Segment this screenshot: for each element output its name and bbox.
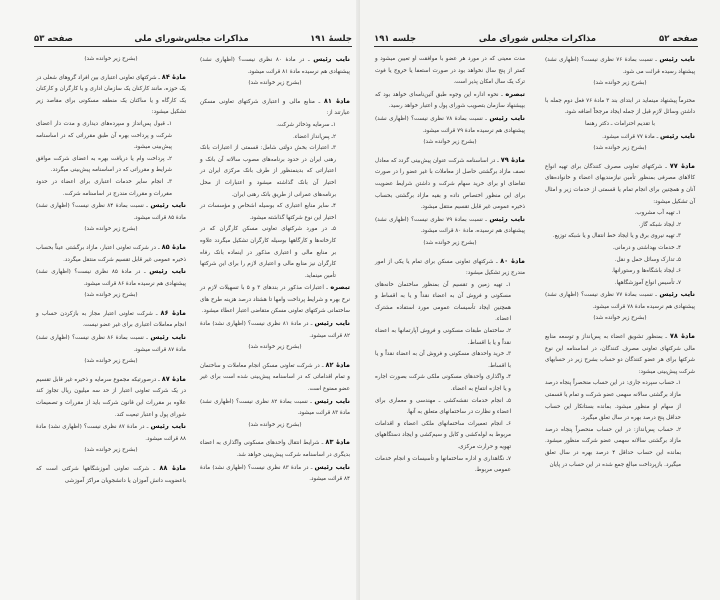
paragraph-text: ۳ـ خرید واحدهای مسکونی و فروش آن به اعضاء نقداً و یا با اقساط.	[375, 351, 511, 369]
article-paragraph	[36, 308, 186, 332]
paragraph-text: ۷ـ تأسیس انواع آموزشگاهها.	[614, 279, 681, 286]
speaker-paragraph	[200, 462, 350, 486]
article-paragraph	[36, 72, 186, 119]
bold-lead: نایب رئیس	[660, 131, 695, 140]
paragraph-text: ـ در مادهٔ ۸۰ نظری نیست؟ (اظهاری نشد) پیشنهادی هم نرسیده مادهٔ ۸۱ قرائت میشود.	[200, 57, 350, 75]
paragraph-text: ـ در مادهٔ ۸۵ نظری نیست؟ (اظهاری نشد) پیشنهادی هم نرسیده مادهٔ ۸۶ قرائت میشود.	[36, 269, 186, 287]
paragraph-text: ـ شرکت تعاونی اعتبار مجاز به بازکردن حساب و انجام معاملات اعتباری برای غیر عضو نیست.	[36, 310, 186, 329]
paragraph-text: (بشرح زیر خوانده شد)	[423, 139, 477, 146]
paragraph-text: محترماً پیشنهاد مینماید در ابتدای بند ۳ مادهٔ ۷۶ فعل دوم جمله با داشتن وسائل لازم قبل از جمله ایجاد مرجحاً اضافه شود.	[545, 97, 696, 116]
paragraph-text: ۴ـ واگذاری واحدهای مسکونی ملکی شرکت بصورت اجاره و یا اجازه انتفاع به اعضاء.	[375, 374, 511, 393]
paragraph-text: ۵ـ در مورد شرکتهای تعاونی مسکن کارگران که در کارخانه‌ها و کارگاهها بوسیله کارگران تشکیل میگردد علاوه بر منابع مالی و اعتباری مذکور در اینماده بانک رفاه کارگران نیز منابع مالی و اعتباری لازم را برای این شرکتها تأمین مینماید.	[200, 226, 336, 279]
list-item	[36, 177, 186, 200]
list-item	[375, 372, 525, 395]
left-page-column-right	[200, 54, 350, 486]
paragraph-text: (بشرح زیر خوانده شد)	[423, 239, 477, 246]
speaker-paragraph	[36, 266, 186, 290]
running-title: مذاکرات مجلس شورای ملی	[478, 34, 597, 44]
speaker-paragraph	[375, 214, 525, 238]
paragraph-text: ـ شرکتهای تعاونی اعتباری بین افراد گروهای شغلی در یک حوزه، مانند کارکنان یک سازمان اداری و یا کارگران و کارکنان یک کارگاه و یا ساکنان یک منطقه مسکونی برای مقاصد زیر تشکیل میشود:	[36, 74, 186, 116]
paragraph-text: (بشرح زیر خوانده شد)	[248, 344, 302, 351]
article-paragraph	[200, 282, 350, 318]
bold-lead: مادهٔ ۸۸	[159, 464, 186, 472]
speaker-paragraph	[545, 54, 695, 78]
list-item	[200, 132, 350, 144]
list-item	[36, 154, 186, 177]
reading-note	[545, 78, 695, 90]
paragraph-text: ۲ـ پس‌انداز اعضاء.	[292, 133, 336, 140]
speaker-paragraph	[200, 54, 350, 78]
reading-note	[375, 137, 525, 149]
session-number: جلسهٔ ۱۹۱	[310, 34, 352, 44]
running-title: مذاکرات مجلس‌شورای ملی	[134, 34, 249, 44]
bold-lead: مادهٔ ۷۷	[669, 161, 695, 170]
body-paragraph	[545, 96, 695, 119]
paragraph-text: (بشرح زیر خوانده شد)	[248, 421, 302, 428]
bold-lead: نایب رئیس	[150, 201, 186, 210]
paragraph-text: ۲ـ ایجاد شبکه گاز.	[638, 221, 681, 228]
list-item	[375, 280, 525, 326]
article-paragraph	[375, 155, 525, 214]
paragraph-text: ـ نسبت بمادهٔ ۷۷ نظری نیست؟ (اظهاری نشد) پیشنهادی هم نرسیده مادهٔ ۷۸ قرائت میشود.	[545, 292, 695, 310]
reading-note	[375, 238, 525, 250]
paragraph-text: ـ شرایط انتقال واحدهای مسکونی واگذاری به اعضاء بدیگری در اساسنامه شرکت پیش‌بینی خواهد شد.	[200, 440, 350, 458]
paragraph-text: ۷ـ نگاهداری و اداره ساختمانها و تأسیسات و انجام خدمات عمومی مربوط.	[375, 455, 511, 474]
speaker-paragraph	[36, 200, 186, 224]
paragraph-text: ـ در شرکت تعاونی اعتبار، مازاد برگشتی عیناً بحساب ذخیره عمومی غیر قابل تقسیم شرکت منتقل میگردد.	[36, 244, 186, 263]
paragraph-text: ـ در مادهٔ ۸۱ نظری نیست؟ (اظهاری نشد) مادهٔ ۸۲ قرائت میشود.	[200, 321, 350, 339]
article-paragraph	[375, 256, 525, 280]
paragraph-text: ـ بمنظور تشویق اعضاء به پس‌انداز و توسعه منابع مالی شرکتهای تعاونی مصرف کنندگان، در اساسنامه این نوع شرکتها برای هر عضو کنندگان دو حساب بشرح زیر در حسابهای شرکت پیش‌بینی میشود:	[545, 334, 695, 375]
paragraph-text: ۱ـ قبول پس‌انداز و سپرده‌های دیداری و مدت دار اعضای شرکت و پرداخت بهره آن طبق مقرراتی که در اساسنامه پیش‌بینی میشود.	[36, 120, 172, 151]
paragraph-text: ـ منابع مالی و اعتباری شرکتهای تعاونی مسکن عبارتند از:	[200, 98, 350, 117]
paragraph-text: ـ نسبت بمادهٔ ۸۲ نظری نیست؟ (اظهاری نشد) مادهٔ ۸۳ قرائت میشود.	[200, 398, 350, 417]
paragraph-text: ۱ـ سرمایه وذخائر شرکت.	[276, 121, 336, 128]
article-paragraph	[200, 360, 350, 396]
bold-lead: مادهٔ ۸۰	[500, 256, 526, 265]
bold-lead: نایب رئیس	[489, 214, 525, 223]
bold-lead: نایب رئیس	[314, 319, 350, 328]
paragraph-text: (بشرح زیر خوانده شد)	[593, 145, 647, 152]
article-paragraph	[36, 463, 186, 487]
paragraph-text: ـ مادهٔ ۷۷ قرائت میشود.	[602, 133, 660, 140]
bold-lead: نایب رئیس	[314, 462, 350, 471]
body-paragraph	[375, 54, 525, 89]
speaker-paragraph	[200, 318, 350, 342]
paragraph-text: ـ شرکتهای تعاونی مسکن برای تمام یا یکی از امور مندرج زیر تشکیل میشود:	[375, 258, 525, 277]
paragraph-text: (بشرح زیر خوانده شد)	[84, 358, 138, 365]
right-page-header	[374, 28, 698, 47]
paragraph-text: ـ نسبت بمادهٔ ۷۸ نظری نیست؟ (اظهاری نشد) پیشنهادی هم نرسیده مادهٔ ۷۹ قرائت میشود.	[375, 115, 525, 134]
paragraph-text: ـ نسبت بمادهٔ ۷۶ نظری نیست؟ (اظهاری نشد) پیشنهاد رسیده قرائت می شود.	[545, 57, 695, 75]
bold-lead: نایب رئیس	[489, 113, 525, 122]
paragraph-text: ۵ـ انجام خدمات نقشه‌کشی ـ مهندسی و معماری برای اعضاء و نظارت در ساختمانهای متعلق به آنها.	[375, 397, 511, 416]
bold-lead: مادهٔ ۷۹	[500, 155, 525, 164]
list-item	[545, 208, 695, 220]
speaker-paragraph	[375, 113, 525, 137]
reading-note	[545, 313, 695, 325]
bold-lead: نایب رئیس	[150, 422, 186, 431]
paragraph-text: ۱ـ تهیه آب مشروب.	[634, 210, 681, 217]
paragraph-text: (بشرح زیر خوانده شد)	[84, 56, 138, 62]
article-paragraph	[545, 331, 695, 378]
paragraph-text: ـ در شرکت تعاونی مسکن انجام معاملات و ساختمان و تمام اقداماتی که در اساسنامه پیش‌بینی شده است برای غیر عضو ممنوع است.	[200, 362, 350, 393]
paragraph-text: ـ نسبت بمادهٔ ۷۹ نظری نیست؟ (اظهاری نشد) پیشنهادی هم نرسیده، مادهٔ ۸۰ قرائت میشود.	[375, 216, 525, 235]
list-item	[545, 255, 695, 267]
bold-lead: نایب رئیس	[149, 267, 186, 276]
paragraph-text: (بشرح زیر خوانده شد)	[593, 315, 647, 322]
session-number: جلسه ۱۹۱	[374, 34, 416, 44]
paragraph-text: ـ در مادهٔ ۸۳ نظری نیست؟ (اظهاری نشد) مادهٔ ۸۴ قرائت میشود.	[200, 464, 350, 483]
article-paragraph	[36, 374, 186, 421]
list-item	[375, 349, 525, 372]
list-item	[375, 326, 525, 349]
reading-note	[36, 356, 186, 368]
list-item	[545, 231, 695, 243]
paragraph-text: ـ نسبت بمادهٔ ۸۶ نظری نیست؟ (اظهاری نشد) مادهٔ ۸۷ قرائت میشود.	[36, 335, 186, 353]
list-item	[200, 143, 350, 201]
bold-lead: مادهٔ ۸۵	[161, 242, 186, 251]
paragraph-text: ۲ـ ساختمان طبقات مسکونی و فروش آپارتمانها به اعضاء نقداً و یا با اقساط.	[375, 328, 511, 346]
reading-note	[200, 420, 350, 432]
article-paragraph	[200, 437, 350, 461]
paragraph-text: (بشرح زیر خوانده شد)	[84, 292, 138, 299]
bold-lead: تبصره	[330, 283, 350, 292]
reading-note	[36, 290, 186, 302]
reading-note	[36, 445, 186, 457]
list-item	[545, 378, 695, 424]
right-page-column-left	[375, 54, 525, 477]
article-paragraph	[200, 96, 350, 120]
article-paragraph	[545, 161, 695, 208]
list-item	[545, 243, 695, 255]
paragraph-text: ۶ـ ایجاد باشگاه‌ها و رستورانها.	[611, 268, 681, 275]
bold-lead: مادهٔ ۸۱	[323, 96, 350, 105]
paragraph-text: ـ شرکتهای تعاونی مصرف کنندگان برای تهیه انواع کالاهای مصرفی بمنظور تأمین نیازمندیهای اعضاء و خانواده‌های آنان و همچنین برای انجام تمام یا قسمتی از خدمات زیر و امثال آن تشکیل میشود:	[545, 163, 695, 205]
bold-lead: تبصره	[505, 89, 525, 98]
paragraph-text: ۲ـ پرداخت وام یا دریافت بهره به اعضای شرکت موافق شرایط و مقرراتی که در اساسنامه پیش‌بینی میگردد.	[36, 155, 172, 174]
bold-lead: مادهٔ ۸۲	[325, 360, 350, 369]
paragraph-text: با تقدیم احترامات ـ دکتر رهنما	[585, 120, 655, 127]
bold-lead: نایب رئیس	[659, 290, 695, 299]
paragraph-text: ۴ـ خدمات بهداشتی و درمانی.	[612, 244, 681, 251]
reading-note	[545, 143, 695, 155]
paragraph-text: ـ نسبت بمادهٔ ۸۴ نظری نیست؟ (اظهاری نشد) مادهٔ ۸۵ قرائت میشود.	[36, 203, 186, 221]
article-paragraph	[375, 89, 525, 113]
paragraph-text: (بشرح زیر خوانده شد)	[593, 80, 647, 87]
paragraph-text: ـ درصورتیکه مجموع سرمایه و ذخیره غیر قابل تقسیم در یک شرکت تعاونی اعتبار از حد سه میلیون ریال تجاوز کند علاوه بر مقررات این قانون شرکت باید از مقررات و تصمیمات شورای پول و اعتبار تبعیت کند.	[36, 376, 186, 418]
bold-lead: مادهٔ ۸۷	[161, 374, 186, 383]
paragraph-text: ـ در اساسنامه شرکت عنوان پیش‌بینی گردد که معادل نصف مازاد برگشتی حاصل از معاملات با غیر عضو را در صورت تقاضای او برای خرید سهام شرکت و داشتن شرایط عضویت برای این منظور اختصاص داده و بقیه مازاد برگشتی بحساب ذخیره عمومی غیر قابل تقسیم منتقل میشود.	[375, 157, 525, 211]
bold-lead: مادهٔ ۸۶	[160, 308, 186, 317]
article-paragraph	[36, 242, 186, 266]
speaker-paragraph	[200, 396, 350, 420]
list-item	[545, 220, 695, 232]
reading-note	[200, 342, 350, 354]
paragraph-text: ۳ـ تهیه نیروی برق و یا ایجاد خط انتقال و یا شبکه توزیع.	[552, 233, 681, 240]
bold-lead: مادهٔ ۸۳	[325, 438, 350, 447]
reading-note	[200, 78, 350, 90]
bold-lead: نایب رئیس	[659, 55, 695, 63]
paragraph-text: ۳ـ اعتبارات بخش دولتی شامل: قسمتی از اعتبارات بانک رهنی ایران در حدود برنامه‌های مصوب سالانه آن بانک و اعتباراتی که بدینمنظور از طرف بانک مرکزی ایران در اختیار آن بانک گذاشته میشود و اعتبارات از محل برنامه‌های عمرانی از طریق بانک رهنی ایران.	[200, 145, 336, 198]
paragraph-text: ـ در مادهٔ ۸۷ نظری نیست؟ (اظهاری نشد) مادهٔ ۸۸ قرائت میشود.	[36, 424, 186, 442]
left-page-column-left	[36, 54, 186, 487]
list-item	[36, 119, 186, 154]
list-item	[200, 224, 350, 282]
paragraph-text: (بشرح زیر خوانده شد)	[84, 226, 138, 233]
paragraph-text: ۵ـ تدارک وسائل حمل و نقل.	[614, 256, 681, 263]
paragraph-text: ـ اعتبارات مذکور در بندهای ۳ و ۵ با تسهیلات لازم در نرخ بهره و شرایط پرداخت وامها تا هشتاد درصد هزینه طرح های ساختمانی شرکتهای تعاونی مسکن متقاضی اعتبار اعطاء میشود.	[200, 285, 350, 315]
paragraph-text: ـ شرکت تعاونی آموزشگاهها شرکتی است که باعضویت دانش آموزان یا دانشجویان مراکز آموزشی	[36, 466, 186, 484]
reading-note	[36, 54, 186, 66]
reading-note	[36, 224, 186, 236]
paragraph-text: (بشرح زیر خوانده شد)	[248, 80, 302, 87]
left-page-header	[34, 28, 352, 47]
list-item	[545, 278, 695, 290]
paragraph-text: ۲ـ حساب پس‌انداز: در این حساب منحصراً پنجاه درصد مازاد برگشتی سالانه سهمی عضو شرکت منظور میشود. بمانده این حساب حداقل ۴ درصد بهره در سال تعلق میگیرد. بازپرداخت مبالغ جمع شده در این حساب در پایان	[545, 426, 682, 468]
speaker-paragraph	[545, 131, 695, 144]
paragraph-text: (بشرح زیر خوانده شد)	[84, 447, 138, 454]
paragraph-text: ۱ـ تهیه زمین و تقسیم آن بمنظور ساختمان خانه‌های مسکونی و فروش آن به اعضاء نقداً و یا به اقساط و همچنین ایجاد تأسیسات عمومی مورد استفاده مشترک اعضاء.	[375, 281, 511, 323]
page-number: صفحه ۵۳	[34, 34, 73, 44]
paragraph-text: ۴ـ سایر منابع اعتباری که بوسیله اشخاص و مؤسسات در اختیار این نوع شرکتها گذاشته میشود.	[200, 203, 336, 221]
list-item	[375, 454, 525, 477]
signature	[545, 119, 695, 131]
paragraph-text: ۱ـ حساب سپرده جاری: در این حساب منحصراً پنجاه درصد مازاد برگشتی سالانه سهمی عضو شرکت و تمام یا قسمتی از سهام او منظور میشود. بمانده بستانکار این حساب حداقل پنج درصد بهره در سال تعلق میگیرد.	[545, 380, 681, 422]
paragraph-text: مدت معینی که در مورد هر عضو با موافقت او تعیین میشود و کمتر از پنج سال نخواهد بود در صورت استعفا یا خروج یا فوت ترک یک سال امکان پذیر است.	[375, 56, 525, 86]
bold-lead: نایب رئیس	[313, 55, 350, 63]
right-page-column-right	[545, 54, 695, 471]
list-item	[375, 419, 525, 454]
paragraph-text: ۳ـ انجام سایر خدمات اعتباری برای اعضاء در حدود مقررات و مقررات مندرج در اساسنامه شرکت.	[36, 178, 172, 197]
bold-lead: نایب رئیس	[150, 333, 186, 342]
list-item	[545, 425, 695, 471]
list-item	[200, 201, 350, 224]
list-item	[375, 396, 525, 419]
speaker-paragraph	[36, 332, 186, 356]
paragraph-text: ـ نحوه اداره این وجوه طبق آئین‌نامه‌ای خواهد بود که بپیشنهاد سازمان بتصویب شورای پول و اعتبار خواهد رسید.	[375, 91, 525, 110]
bold-lead: مادهٔ ۸۴	[161, 72, 186, 81]
list-item	[545, 266, 695, 278]
page-number: صفحه ۵۲	[659, 34, 698, 44]
speaker-paragraph	[36, 421, 186, 445]
paragraph-text: ۶ـ انجام تعمیرات ساختمانهای ملکی اعضاء و اقدامات مربوط به لوله‌کشی و کابل و سیم‌کشی و ایجاد دستگاههای تهویه و حرارت مرکزی.	[375, 420, 511, 450]
bold-lead: مادهٔ ۷۸	[669, 332, 695, 341]
list-item	[200, 120, 350, 132]
bold-lead: نایب رئیس	[314, 396, 350, 405]
speaker-paragraph	[545, 289, 695, 313]
